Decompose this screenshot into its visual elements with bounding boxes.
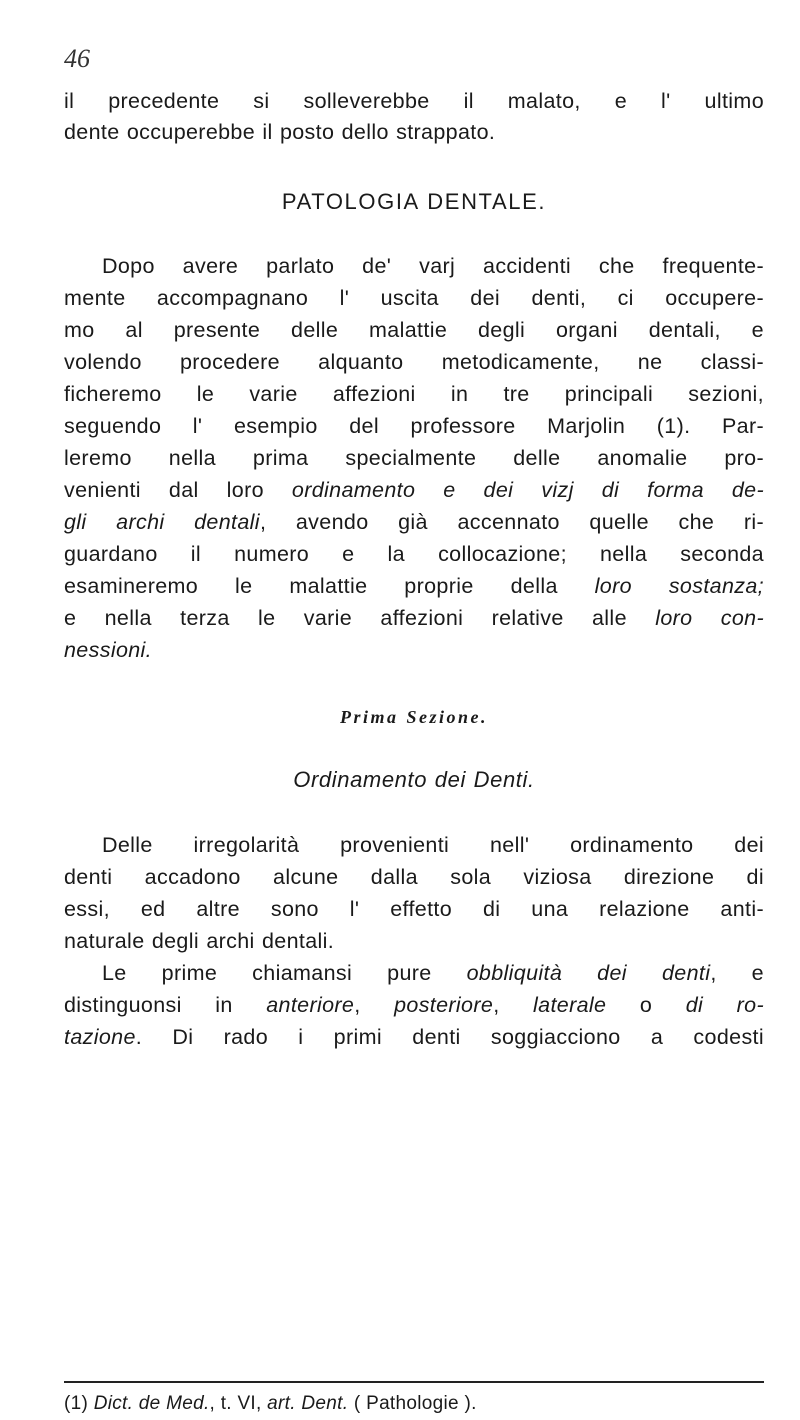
intro-line-6: seguendo l' esempio del professore Marjolin (1). Par- [64, 414, 764, 438]
italic-term: gli archi dentali [64, 510, 260, 534]
page-number: 46 [64, 44, 90, 73]
intro-text: , avendo già accennato quelle che ri- [259, 510, 764, 534]
intro-line-4: volendo procedere alquanto metodicamente, ne classi- [64, 350, 764, 374]
body-line-3: essi, ed altre sono l' effetto di una relazione anti- [64, 897, 764, 921]
intro-line-2: mente accompagnano l' uscita dei denti, ci occupere- [64, 286, 764, 310]
chapter-heading: PATOLOGIA DENTALE. [281, 189, 547, 214]
intro-line-8 [64, 475, 764, 505]
footnote-article: art. Dent. [267, 1393, 349, 1414]
body-text: distinguonsi in [64, 993, 267, 1017]
intro-line-11 [64, 571, 764, 601]
footnote-marker: (1) [64, 1393, 94, 1414]
body-line-5 [102, 958, 764, 988]
italic-term: posteriore [394, 993, 494, 1017]
carryover-line-2: dente occuperebbe il posto dello strappato. [64, 120, 496, 144]
italic-term: tazione [64, 1025, 136, 1049]
body-line-6 [64, 990, 764, 1020]
italic-term: ordinamento e dei vizj di forma de- [291, 478, 764, 502]
intro-text: e nella terza le varie affezioni relative alle [64, 606, 656, 630]
body-text: , e [710, 961, 764, 985]
intro-line-5: ficheremo le varie affezioni in tre principali sezioni, [64, 382, 764, 406]
carryover-line-1: il precedente si solleverebbe il malato, e l' ultimo [64, 89, 764, 113]
footnote-rule [64, 1381, 764, 1383]
body-line-2: denti accadono alcune dalla sola viziosa direzione di [64, 865, 764, 889]
italic-term: laterale [533, 993, 607, 1017]
body-text: , [493, 993, 534, 1017]
intro-line-3: mo al presente delle malattie degli organi dentali, e [64, 318, 764, 342]
body-text: . Di rado i primi denti soggiacciono a codesti [135, 1025, 764, 1049]
body-line-1: Delle irregolarità provenienti nell' ordinamento dei [102, 833, 764, 857]
body-line-7 [64, 1022, 764, 1052]
body-line-4: naturale degli archi dentali. [64, 929, 335, 953]
intro-text: esamineremo le malattie proprie della [64, 574, 595, 598]
footnote [64, 1392, 764, 1416]
footnote-text: ( Pathologie ). [348, 1393, 477, 1414]
intro-line-1: Dopo avere parlato de' varj accidenti che frequente- [102, 254, 764, 278]
italic-term: anteriore [266, 993, 355, 1017]
intro-line-10: guardano il numero e la collocazione; nella seconda [64, 542, 764, 566]
footnote-text: , t. VI, [209, 1393, 268, 1414]
intro-line-12 [64, 603, 764, 633]
body-text: Le prime chiamansi pure [102, 961, 467, 985]
section-label: Prima Sezione. [339, 707, 488, 727]
italic-term: loro sostanza; [594, 574, 764, 598]
section-subheading: Ordinamento dei Denti. [293, 767, 535, 792]
italic-term: loro con- [655, 606, 764, 630]
italic-term: obbliquità dei denti [466, 961, 711, 985]
intro-line-7: leremo nella prima specialmente delle anomalie pro- [64, 446, 764, 470]
footnote-source: Dict. de Med. [93, 1393, 210, 1414]
body-text: o [606, 993, 686, 1017]
body-text: , [354, 993, 395, 1017]
intro-line-9 [64, 507, 764, 537]
intro-text: venienti dal loro [64, 478, 292, 502]
italic-term: di ro- [685, 993, 764, 1017]
intro-line-13: nessioni. [64, 638, 153, 662]
